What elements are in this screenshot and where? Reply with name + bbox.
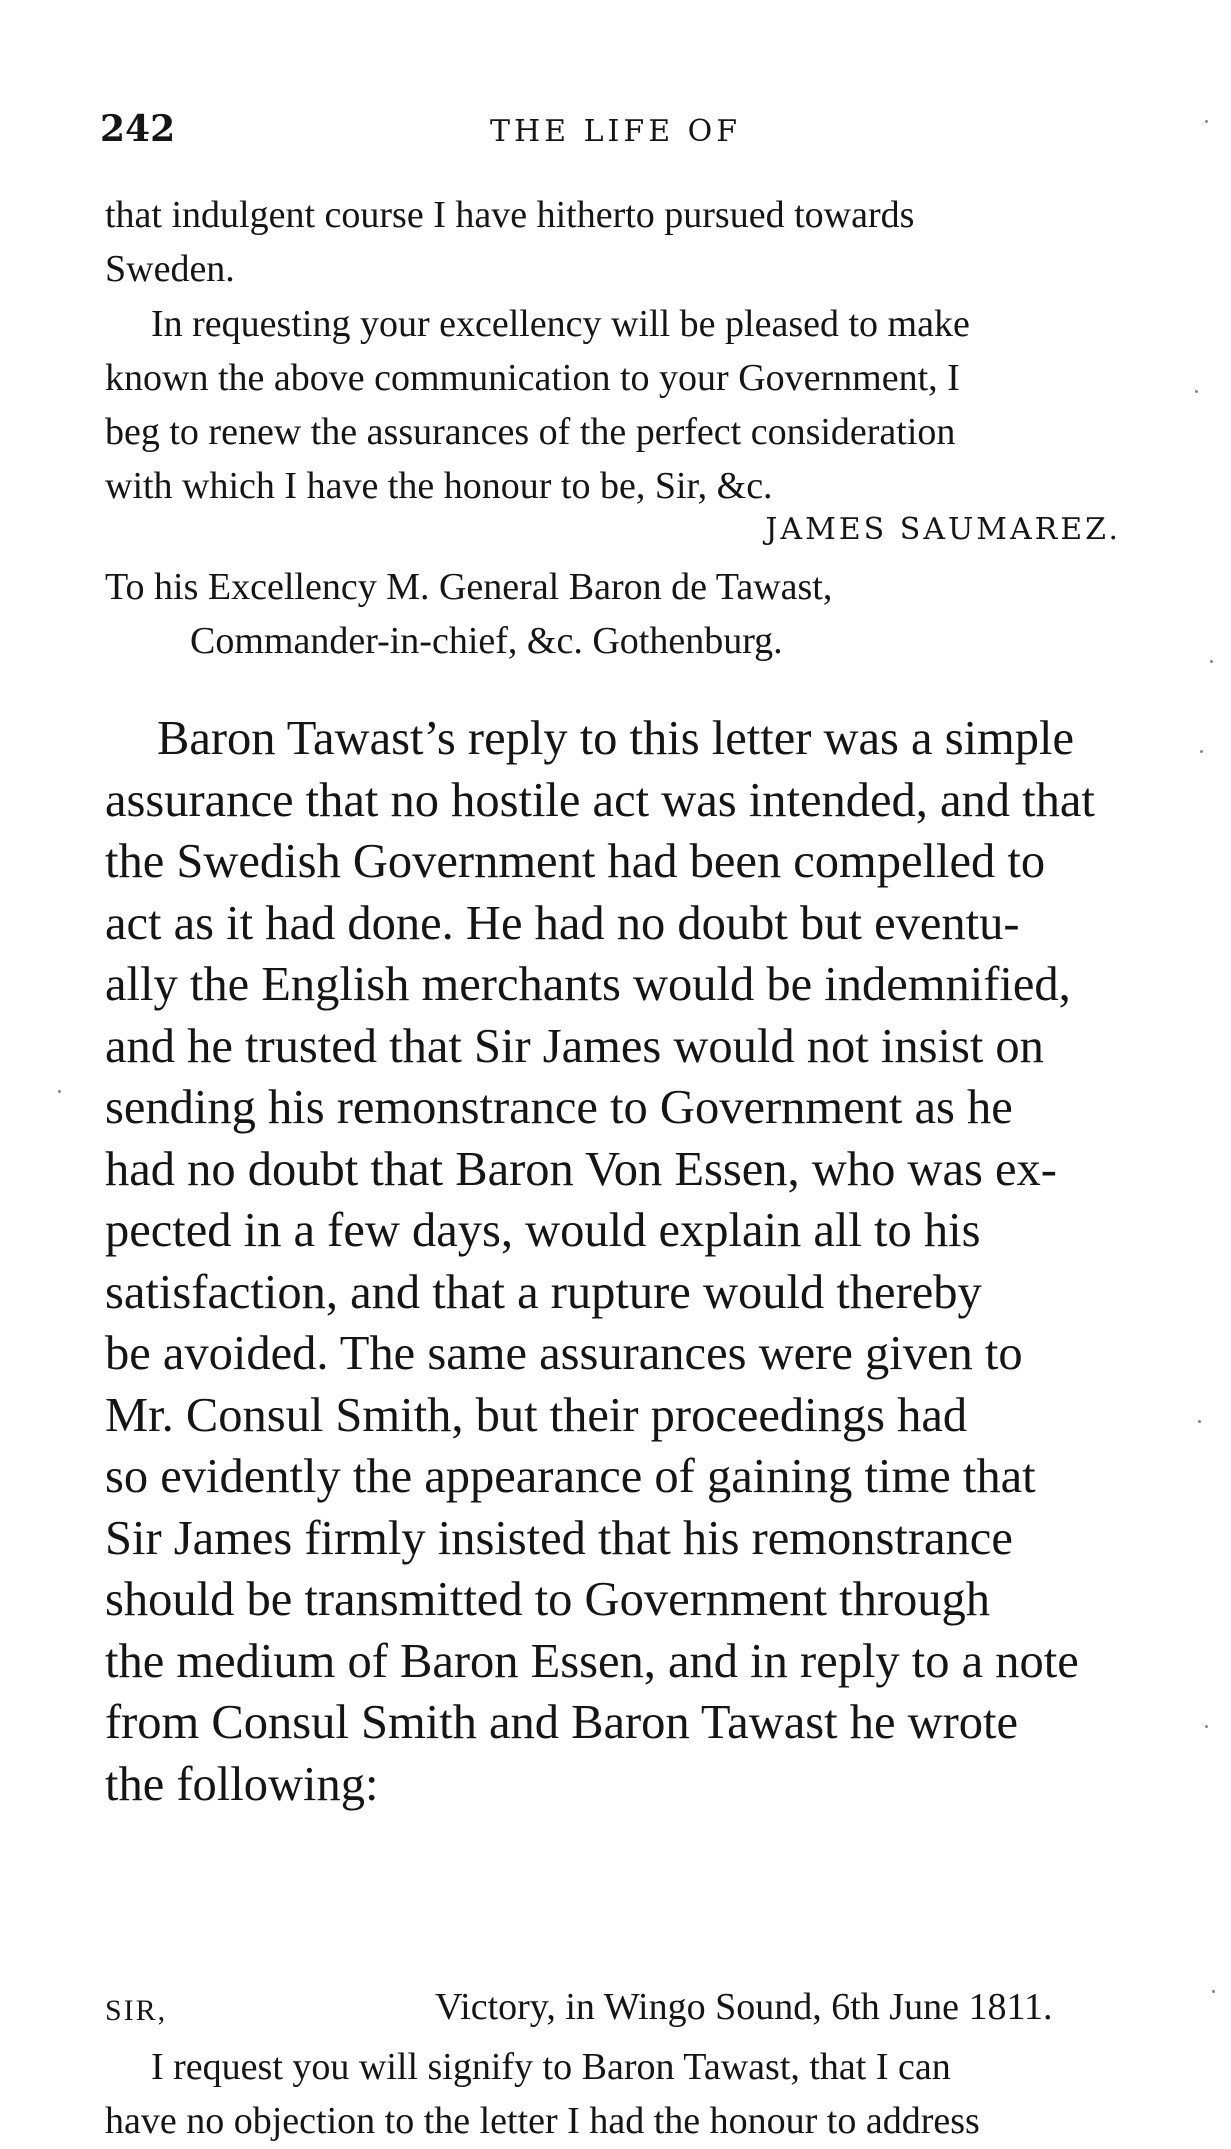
new-letter-body	[105, 2040, 1165, 2148]
text-line: with which I have the honour to be, Sir, &c.	[105, 465, 773, 507]
page-number: 242	[100, 108, 176, 150]
text-line: have no objection to the letter I had the honour to address	[105, 2100, 980, 2142]
text-line: pected in a few days, would explain all to his	[105, 1204, 981, 1257]
closing-paragraph	[105, 297, 1165, 513]
text-line: that indulgent course I have hitherto pursued towards	[105, 194, 915, 236]
text-line: I request you will signify to Baron Tawast, that I can	[151, 2046, 951, 2088]
signature: JAMES SAUMAREZ.	[765, 512, 1121, 547]
text-line: had no doubt that Baron Von Essen, who was ex-	[105, 1142, 1057, 1196]
running-title: THE LIFE OF	[490, 114, 742, 149]
narrative-paragraph	[105, 708, 1165, 1815]
paper-speck	[1210, 660, 1213, 663]
text-line: the following:	[105, 1757, 379, 1811]
text-line: and he trusted that Sir James would not insist on	[105, 1019, 1044, 1073]
text-line: the medium of Baron Essen, and in reply to a note	[105, 1634, 1079, 1688]
address-line: To his Excellency M. General Baron de Tawast,	[105, 566, 833, 608]
paper-speck	[1198, 1420, 1201, 1423]
text-line: act as it had done. He had no doubt but eventu-	[105, 896, 1020, 950]
letter-continuation	[105, 188, 1165, 296]
letter-date: Victory, in Wingo Sound, 6th June 1811.	[435, 1986, 1053, 2028]
letter-dateline	[105, 1980, 1165, 2034]
text-line: known the above communication to your Government, I	[105, 357, 960, 399]
paper-speck	[1200, 750, 1203, 753]
text-line: should be transmitted to Government through	[105, 1573, 990, 1626]
text-line: Sir James firmly insisted that his remonstrance	[105, 1511, 1013, 1565]
text-line: be avoided. The same assurances were given to	[105, 1327, 1023, 1380]
text-line: In requesting your excellency will be pleased to make	[151, 303, 970, 345]
paper-speck	[1212, 1990, 1215, 1993]
text-line: beg to renew the assurances of the perfect consideration	[105, 411, 956, 453]
salutation: SIR,	[105, 1994, 168, 2027]
address-line: Commander-in-chief, &c. Gothenburg.	[190, 620, 783, 662]
text-line: the Swedish Government had been compelled to	[105, 835, 1046, 888]
text-line: Baron Tawast’s reply to this letter was a simple	[157, 712, 1075, 765]
paper-speck	[58, 1090, 61, 1093]
text-line: assurance that no hostile act was intended, and that	[105, 773, 1095, 827]
text-line: Sweden.	[105, 248, 235, 290]
text-line: sending his remonstrance to Government as he	[105, 1081, 1013, 1134]
paper-speck	[1195, 390, 1198, 393]
page-header	[100, 108, 1160, 158]
letter-address	[105, 560, 832, 668]
text-line: ally the English merchants would be indemnified,	[105, 958, 1071, 1011]
text-line: so evidently the appearance of gaining time that	[105, 1450, 1036, 1503]
text-line: satisfaction, and that a rupture would thereby	[105, 1265, 982, 1319]
text-line: Mr. Consul Smith, but their proceedings had	[105, 1388, 968, 1442]
paper-speck	[1205, 120, 1208, 123]
text-line: from Consul Smith and Baron Tawast he wrote	[105, 1696, 1019, 1749]
paper-speck	[1205, 1725, 1208, 1728]
